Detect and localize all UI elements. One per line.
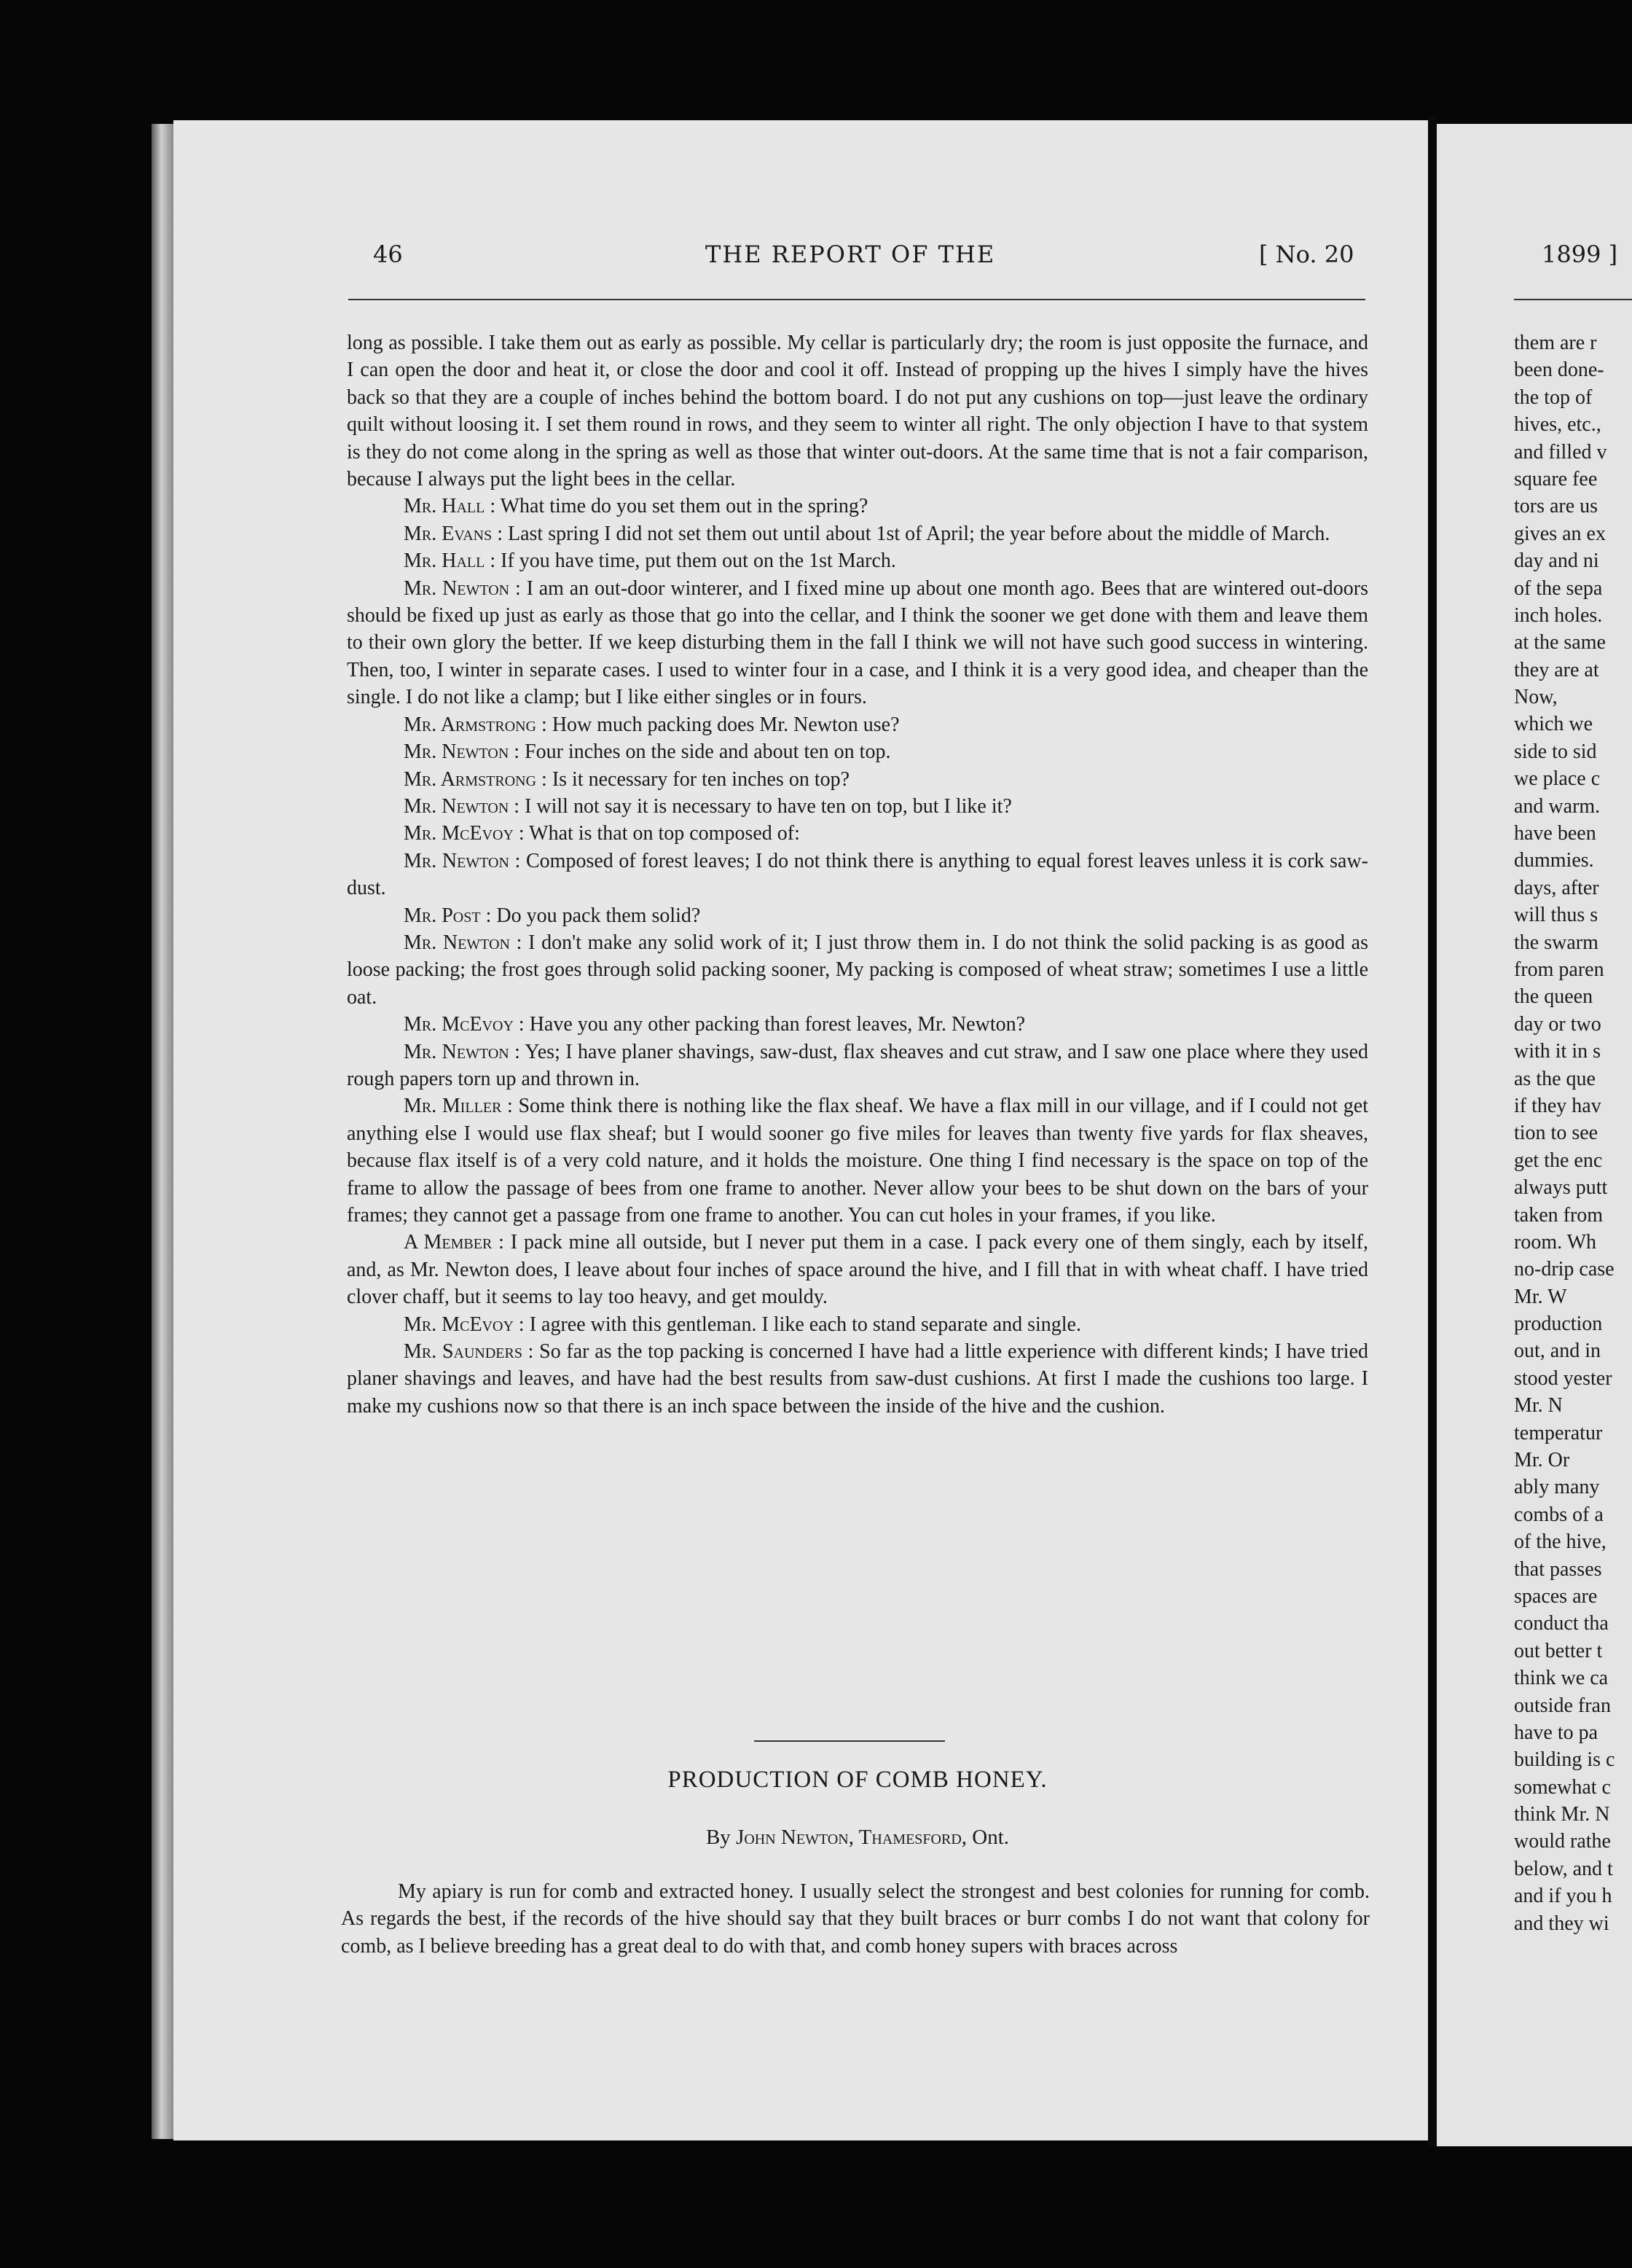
discussion-paragraph bbox=[347, 329, 1368, 493]
speaker-name: Mr. Hall : bbox=[404, 550, 496, 573]
right-page-line: Mr. W bbox=[1514, 1285, 1567, 1308]
right-page-line: and filled v bbox=[1514, 440, 1607, 464]
speaker-name: Mr. Newton : bbox=[404, 794, 520, 818]
right-page-line: stood yester bbox=[1514, 1366, 1612, 1390]
right-page-year: 1899 ] bbox=[1542, 241, 1618, 268]
discussion-paragraph bbox=[347, 1092, 1368, 1229]
right-page-line: building is c bbox=[1514, 1748, 1615, 1772]
speaker-name: Mr. Newton : bbox=[404, 931, 522, 954]
right-page-line: the top of bbox=[1514, 386, 1593, 409]
speaker-name: Mr. Hall : bbox=[404, 495, 496, 518]
right-page-line: temperatur bbox=[1514, 1421, 1603, 1444]
right-page-line: dummies. bbox=[1514, 849, 1594, 872]
right-page-line: combs of a bbox=[1514, 1503, 1604, 1526]
paragraph-text: Do you pack them solid? bbox=[491, 904, 701, 927]
discussion-text bbox=[347, 329, 1368, 1420]
right-page-line: day or two bbox=[1514, 1012, 1601, 1036]
right-page-line: square fee bbox=[1514, 467, 1598, 490]
section-byline bbox=[347, 1826, 1368, 1850]
discussion-paragraph bbox=[347, 820, 1368, 847]
discussion-paragraph bbox=[347, 493, 1368, 520]
byline-suffix: Ont. bbox=[967, 1826, 1010, 1849]
speaker-name: Mr. Newton : bbox=[404, 740, 520, 764]
paragraph-text: What is that on top composed of: bbox=[524, 822, 800, 845]
right-page-line: below, and t bbox=[1514, 1857, 1613, 1880]
discussion-paragraph bbox=[347, 1039, 1368, 1093]
discussion-paragraph bbox=[347, 1229, 1368, 1310]
discussion-paragraph bbox=[347, 848, 1368, 902]
book-edge bbox=[152, 124, 173, 2139]
right-page-line: if they hav bbox=[1514, 1094, 1601, 1117]
discussion-paragraph bbox=[347, 575, 1368, 711]
right-page-line: of the sepa bbox=[1514, 576, 1603, 600]
speaker-name: Mr. Saunders : bbox=[404, 1340, 534, 1364]
right-page-line: hives, etc., bbox=[1514, 413, 1601, 437]
right-page-line: outside fran bbox=[1514, 1694, 1611, 1717]
right-page-line: as the que bbox=[1514, 1067, 1596, 1090]
page-number: 46 bbox=[373, 241, 403, 268]
right-page-line: they are at bbox=[1514, 658, 1599, 681]
discussion-paragraph bbox=[347, 1011, 1368, 1038]
right-page-line: with it in s bbox=[1514, 1040, 1601, 1063]
paragraph-text: If you have time, put them out on the 1st March. bbox=[495, 550, 896, 573]
speaker-name: Mr. Post : bbox=[404, 904, 492, 927]
right-page-line: ably many bbox=[1514, 1476, 1600, 1499]
right-page-line: the swarm bbox=[1514, 931, 1598, 954]
discussion-paragraph bbox=[347, 738, 1368, 765]
right-page-line: have been bbox=[1514, 822, 1596, 845]
right-page-line: production bbox=[1514, 1313, 1603, 1336]
right-page-line: have to pa bbox=[1514, 1721, 1598, 1744]
right-page-line: always putt bbox=[1514, 1176, 1608, 1200]
speaker-name: Mr. McEvoy : bbox=[404, 822, 525, 845]
discussion-paragraph bbox=[347, 547, 1368, 574]
paragraph-text: Have you any other packing than forest leaves, Mr. Newton? bbox=[524, 1013, 1026, 1036]
right-page-line: which we bbox=[1514, 713, 1593, 736]
running-title: THE REPORT OF THE bbox=[705, 241, 996, 268]
right-page-line: taken from bbox=[1514, 1203, 1604, 1227]
paragraph-text: I am an out-door winterer, and I fixed mine up about one month ago. Bees that are wintered out-doors should be fixed up just as early as those that go into the cellar, and I think the sooner we get done with them and leave them to their own glory the better. If we keep disturbing them in the fall I think we will not have such good success in wintering. Then, too, I winter in separate cases. I used to winter four in a case, and I think it is a very good idea, and cheaper than the single. I do not like a clamp; but I like either singles or in fours. bbox=[347, 576, 1368, 709]
discussion-paragraph bbox=[347, 902, 1368, 929]
speaker-name: Mr. Newton : bbox=[404, 849, 521, 872]
right-page-line: we place c bbox=[1514, 767, 1601, 791]
speaker-name: A Member : bbox=[404, 1231, 504, 1254]
paragraph-text: Some think there is nothing like the flax sheaf. We have a flax mill in our village, and if I could not get anything else I would use flax sheaf; but I would sooner go five miles for leaves than twenty five yards for flax sheaves, because flax itself is of a very cold nature, and it holds the moisture. One thing I find necessary is the space on top of the frame to allow the passage of bees from one frame to another. Never allow your bees to be shut down on the bars of your frames; they cannot get a passage from one frame to another. You can cut holes in your frames, if you like. bbox=[347, 1095, 1369, 1227]
discussion-paragraph bbox=[347, 520, 1368, 547]
right-page-line: Mr. Or bbox=[1514, 1449, 1570, 1472]
right-page-line: conduct tha bbox=[1514, 1612, 1609, 1635]
paragraph-text: How much packing does Mr. Newton use? bbox=[546, 713, 900, 736]
discussion-paragraph bbox=[347, 929, 1368, 1011]
right-page-line: no-drip case bbox=[1514, 1258, 1615, 1281]
paragraph-text: Is it necessary for ten inches on top? bbox=[546, 767, 850, 791]
speaker-name: Mr. Evans : bbox=[404, 522, 503, 545]
right-page-line: would rathe bbox=[1514, 1830, 1611, 1853]
right-page-line: at the same bbox=[1514, 631, 1606, 654]
right-page-line: tors are us bbox=[1514, 495, 1598, 518]
discussion-paragraph bbox=[347, 1338, 1368, 1420]
right-page-line: day and ni bbox=[1514, 550, 1599, 573]
right-page-line: days, after bbox=[1514, 876, 1599, 899]
discussion-paragraph bbox=[347, 1311, 1368, 1338]
right-page-line: spaces are bbox=[1514, 1584, 1598, 1608]
right-page-line: think Mr. N bbox=[1514, 1803, 1610, 1826]
speaker-name: Mr. McEvoy : bbox=[404, 1013, 525, 1036]
right-page-line: out, and in bbox=[1514, 1340, 1601, 1363]
speaker-name: Mr. Armstrong : bbox=[404, 767, 547, 791]
byline-prefix: By bbox=[705, 1826, 737, 1849]
right-page-line: the queen bbox=[1514, 985, 1593, 1009]
byline-name: John Newton, Thamesford, bbox=[736, 1826, 968, 1849]
right-page-line: will thus s bbox=[1514, 904, 1598, 927]
section-paragraph: My apiary is run for comb and extracted honey. I usually select the strongest and best colonies for running for comb. As regards the best, if the records of the hive should say that they built braces or burr combs I do not want that colony for comb, as I believe breeding has a great deal to do with that, and comb honey supers with braces across bbox=[341, 1880, 1370, 1958]
speaker-name: Mr. Newton : bbox=[404, 576, 521, 600]
right-page-line: and warm. bbox=[1514, 794, 1601, 818]
right-page-line: room. Wh bbox=[1514, 1230, 1597, 1254]
right-page-text bbox=[1514, 329, 1632, 1937]
discussion-paragraph bbox=[347, 711, 1368, 738]
speaker-name: Mr. Armstrong : bbox=[404, 713, 547, 736]
paragraph-text: What time do you set them out in the spring? bbox=[495, 495, 868, 518]
right-page-line: gives an ex bbox=[1514, 522, 1606, 545]
right-page-line: of the hive, bbox=[1514, 1530, 1606, 1554]
paragraph-text: So far as the top packing is concerned I have had a little experience with different kinds; I have tried planer shavings and leaves, and have had the best results from saw-dust cushions. At first I made the cushions too large. I make my cushions now so that there is an inch space between the inside of the hive and the cushion. bbox=[347, 1340, 1368, 1418]
right-page-line: think we ca bbox=[1514, 1667, 1609, 1690]
speaker-name: Mr. McEvoy : bbox=[404, 1313, 525, 1336]
speaker-name: Mr. Newton : bbox=[404, 1040, 520, 1063]
paragraph-text: I pack mine all outside, but I never put them in a case. I pack every one of them singly, each by itself, and, as Mr. Newton does, I leave about four inches of space around the hive, and I fill that in with wheat chaff. I have tried clover chaff, but it seems to lay too heavy, and get mouldy. bbox=[347, 1231, 1368, 1309]
right-page-line: that passes bbox=[1514, 1557, 1602, 1581]
right-page-line: somewhat c bbox=[1514, 1775, 1611, 1799]
paragraph-text: Four inches on the side and about ten on top. bbox=[519, 740, 891, 764]
paragraph-text: I agree with this gentleman. I like each to stand separate and single. bbox=[524, 1313, 1081, 1336]
paragraph-text: Last spring I did not set them out until about 1st of April; the year before about the middle of March. bbox=[503, 522, 1330, 545]
discussion-paragraph bbox=[347, 766, 1368, 793]
right-header-rule bbox=[1514, 299, 1632, 300]
header-rule bbox=[348, 299, 1365, 300]
section-separator bbox=[754, 1740, 945, 1742]
section-body bbox=[341, 1878, 1370, 1960]
right-page-line: tion to see bbox=[1514, 1122, 1598, 1145]
right-page-line: been done- bbox=[1514, 359, 1604, 382]
right-page-line: and if you h bbox=[1514, 1885, 1612, 1908]
right-page-line: them are r bbox=[1514, 332, 1597, 354]
discussion-paragraph bbox=[347, 793, 1368, 820]
right-page-line: and they wi bbox=[1514, 1912, 1609, 1935]
speaker-name: Mr. Miller : bbox=[404, 1095, 513, 1118]
paragraph-text: I will not say it is necessary to have ten on top, but I like it? bbox=[519, 794, 1012, 818]
paragraph-text: Composed of forest leaves; I do not think there is anything to equal forest leaves unless it is cork saw-dust. bbox=[347, 849, 1369, 900]
paragraph-text: long as possible. I take them out as early as possible. My cellar is particularly dry; the room is just opposite the furnace, and I can open the door and heat it, or close the door and cool it off. Instead of propping up the hives I simply have the hives back so that they are a couple of inches behind the bottom board. I do not put any cushions on top—just leave the ordinary quilt without loosing it. I set them round in rows, and they seem to winter all right. The only objection I have to that system is they do not come along in the spring as well as those that winter out-doors. At the same time that is not a fair comparison, because I always put the light bees in the cellar. bbox=[347, 332, 1368, 491]
right-page-line: Now, bbox=[1514, 686, 1558, 709]
section-title: PRODUCTION OF COMB HONEY. bbox=[667, 1767, 1048, 1793]
issue-number: [ No. 20 bbox=[1259, 241, 1354, 268]
right-page-line: side to sid bbox=[1514, 740, 1597, 763]
right-page-line: out better t bbox=[1514, 1639, 1603, 1662]
paragraph-text: I don't make any solid work of it; I just throw them in. I do not think the solid packing is as good as loose packing; the frost goes through solid packing sooner, My packing is composed of wheat straw; sometimes I use a little oat. bbox=[347, 931, 1368, 1009]
page-gutter bbox=[1428, 117, 1437, 2146]
right-page-line: get the enc bbox=[1514, 1149, 1603, 1172]
right-page-line: Mr. N bbox=[1514, 1394, 1563, 1418]
paragraph-text: Yes; I have planer shavings, saw-dust, flax sheaves and cut straw, and I saw one place where they used rough papers torn up and thrown in. bbox=[347, 1040, 1368, 1090]
right-page-line: from paren bbox=[1514, 958, 1604, 981]
right-page-line: inch holes. bbox=[1514, 603, 1603, 627]
